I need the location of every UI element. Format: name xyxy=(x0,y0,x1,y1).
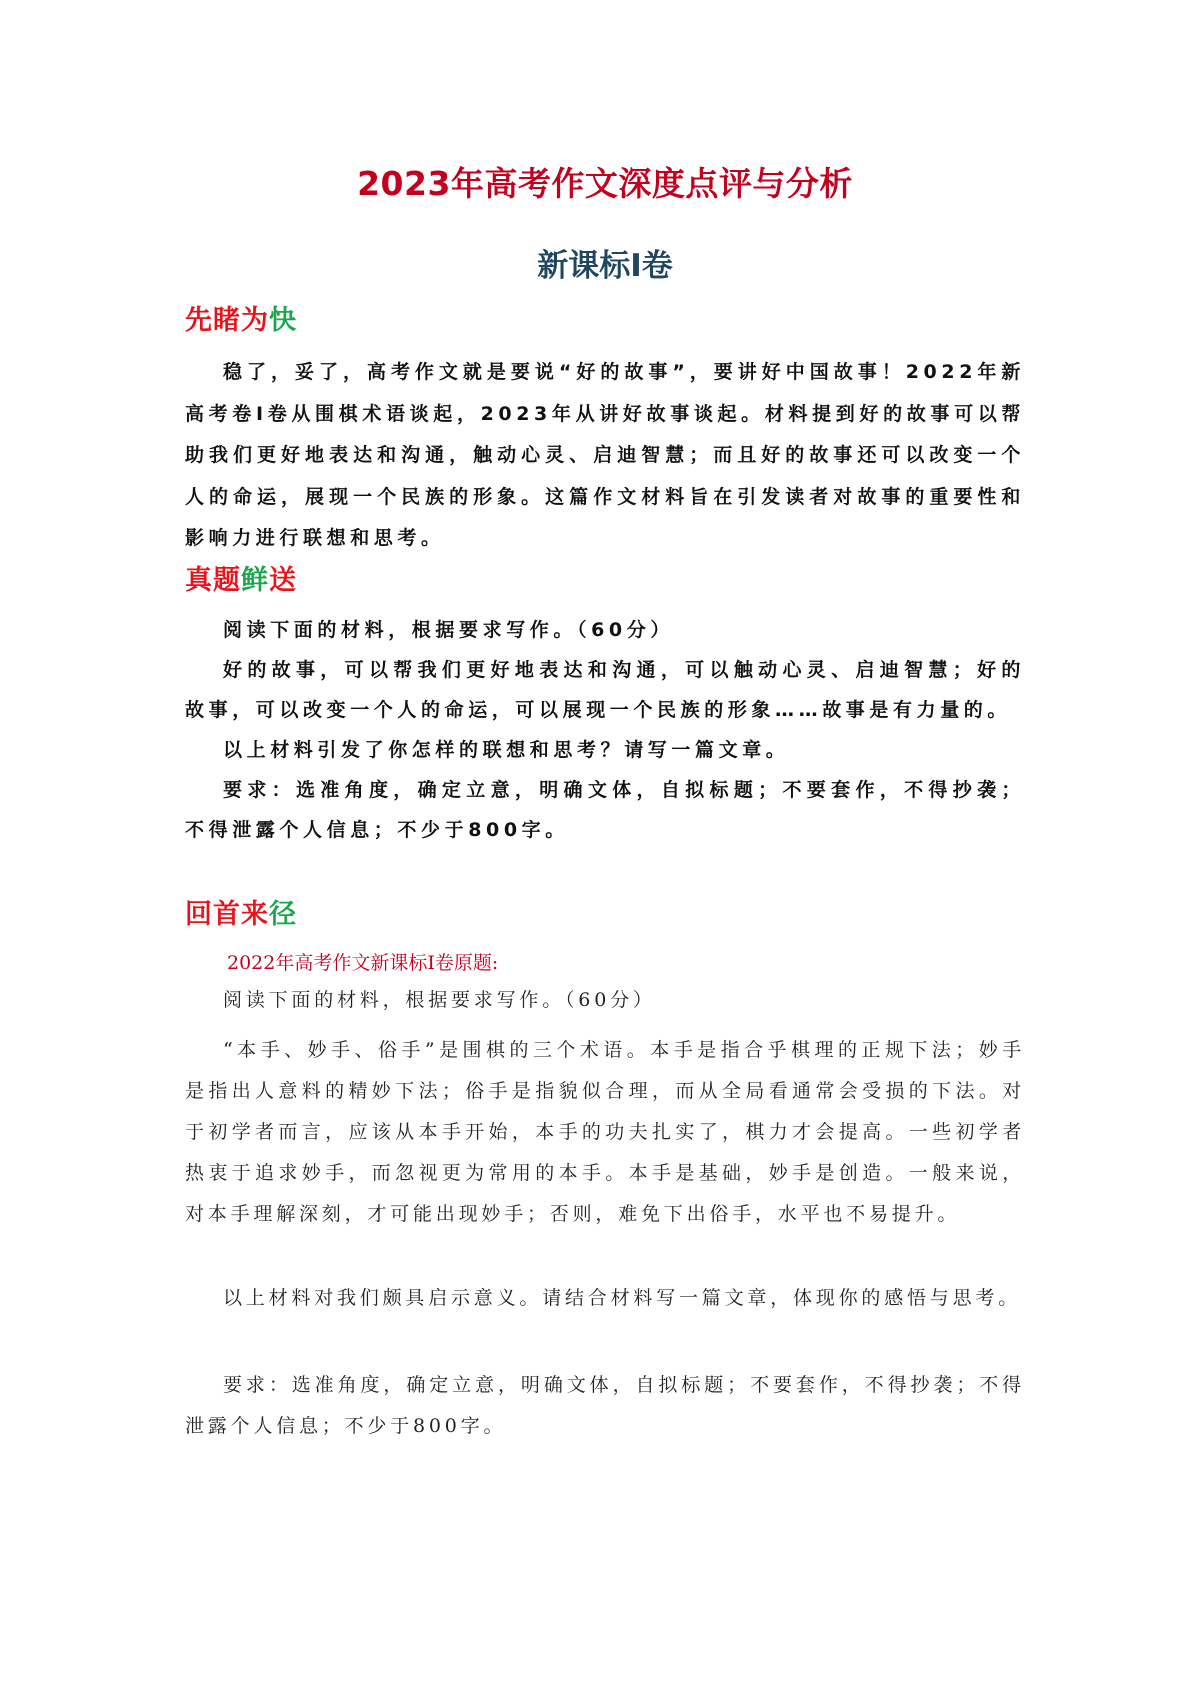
previous-prompt: 以上材料对我们颇具启示意义。请结合材料写一篇文章，体现你的感悟与思考。 xyxy=(223,1287,1022,1309)
question-material: 好的故事，可以帮我们更好地表达和沟通，可以触动心灵、启迪智慧；好的故事，可以改变一个人的命运，可以展现一个民族的形象……故事是有力量的。 xyxy=(185,659,1025,721)
previous-requirements: 要求：选准角度，确定立意，明确文体，自拟标题；不要套作，不得抄袭；不得泄露个人信息；不少于800字。 xyxy=(185,1374,1025,1437)
previous-prompt-block xyxy=(185,1278,1025,1319)
previous-instruction-block xyxy=(185,980,1025,1021)
question-requirements: 要求：选准角度，确定立意，明确文体，自拟标题；不要套作，不得抄袭；不得泄露个人信息；不少于800字。 xyxy=(185,779,1025,841)
previous-instruction: 阅读下面的材料，根据要求写作。（60分） xyxy=(223,989,656,1011)
question-prompt: 以上材料引发了你怎样的联想和思考？请写一篇文章。 xyxy=(223,739,790,761)
section-heading-question xyxy=(185,558,297,597)
heading-red-part: 回首来 xyxy=(185,899,269,930)
heading-red-part: 真题 xyxy=(185,565,241,596)
page-title: 2023年高考作文深度点评与分析 xyxy=(357,164,853,203)
section-heading-review xyxy=(185,892,297,931)
page-subtitle: 新课标Ⅰ卷 xyxy=(537,248,673,284)
question-block xyxy=(185,610,1025,850)
heading-green-part: 鲜 xyxy=(241,565,269,596)
heading-red-part: 先睹为 xyxy=(185,305,269,336)
section-heading-preview xyxy=(185,298,297,337)
intro-paragraph-block xyxy=(185,352,1025,560)
intro-paragraph: 稳了，妥了，高考作文就是要说“好的故事”，要讲好中国故事！2022年新高考卷Ⅰ卷从围棋术语谈起，2023年从讲好故事谈起。材料提到好的故事可以帮助我们更好地表达和沟通，触动心灵、启迪智慧；而且好的故事还可以改变一个人的命运，展现一个民族的形象。这篇作文材料旨在引发读者对故事的重要性和影响力进行联想和思考。 xyxy=(185,361,1025,549)
previous-requirements-block xyxy=(185,1365,1025,1447)
previous-material: “本手、妙手、俗手”是围棋的三个术语。本手是指合乎棋理的正规下法；妙手是指出人意料的精妙下法；俗手是指貌似合理，而从全局看通常会受损的下法。对于初学者而言，应该从本手开始，本手的功夫扎实了，棋力才会提高。一些初学者热衷于追求妙手，而忽视更为常用的本手。本手是基础，妙手是创造。一般来说，对本手理解深刻，才可能出现妙手；否则，难免下出俗手，水平也不易提升。 xyxy=(185,1039,1025,1225)
previous-question-label: 2022年高考作文新课标Ⅰ卷原题: xyxy=(227,952,499,974)
heading-green-part: 径 xyxy=(269,899,297,930)
heading-green-part: 快 xyxy=(269,305,297,336)
heading-red-part: 送 xyxy=(269,565,297,596)
previous-material-block xyxy=(185,1030,1025,1235)
question-instruction: 阅读下面的材料，根据要求写作。（60分） xyxy=(223,619,674,641)
